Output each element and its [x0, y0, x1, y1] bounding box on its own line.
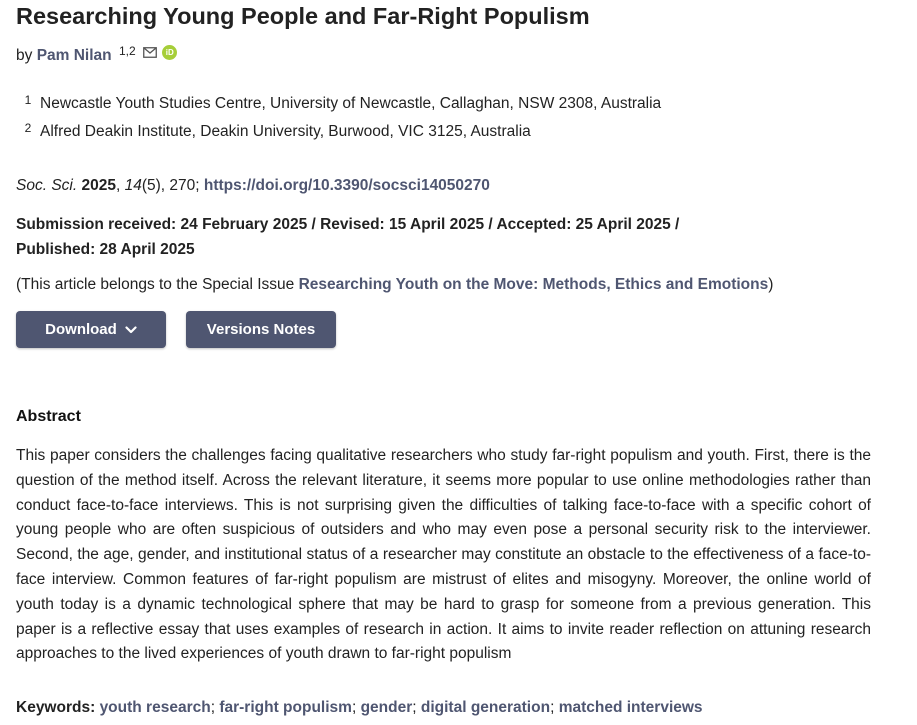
keyword-separator: ; — [550, 699, 559, 716]
affiliation-text: Alfred Deakin Institute, Deakin University, Burwood, VIC 3125, Australia — [40, 123, 531, 140]
envelope-icon[interactable] — [143, 45, 157, 63]
byline — [16, 44, 177, 65]
by-label: by — [16, 47, 33, 64]
citation: Soc. Sci. 2025, 14(5), 270; https://doi.org/10.3390/socsci14050270 — [16, 177, 490, 194]
doi-link[interactable]: https://doi.org/10.3390/socsci14050270 — [203, 177, 490, 194]
versions-notes-label: Versions Notes — [206, 321, 316, 338]
keywords — [16, 699, 703, 717]
download-button[interactable] — [16, 311, 166, 348]
special-issue-link[interactable]: Researching Youth on the Move: Methods, Ethics and Emotions — [298, 276, 769, 293]
keyword-separator: ; — [351, 699, 361, 716]
keyword-separator: ; — [412, 699, 421, 716]
keyword-separator: ; — [210, 699, 220, 716]
keywords-label: Keywords: — [16, 699, 96, 716]
keyword-link[interactable]: far-right populism — [219, 699, 352, 716]
citation-year: 2025 — [81, 177, 116, 194]
keyword-link[interactable]: matched interviews — [558, 699, 703, 716]
author-link[interactable]: Pam Nilan — [36, 47, 112, 64]
dates-line-2: Published: 28 April 2025 — [16, 241, 195, 258]
publication-dates — [16, 212, 679, 262]
keyword-link[interactable]: digital generation — [420, 699, 551, 716]
keyword-link[interactable]: youth research — [99, 699, 211, 716]
special-issue-suffix: ) — [768, 276, 774, 293]
dates-line-1: Submission received: 24 February 2025 / Revised: 15 April 2025 / Accepted: 25 April 2025 / — [16, 216, 680, 233]
download-label: Download — [45, 321, 117, 338]
affiliation-number: 1 — [24, 93, 32, 107]
article-title: Researching Young People and Far-Right Populism — [16, 3, 590, 29]
affiliation-text: Newcastle Youth Studies Centre, University of Newcastle, Callaghan, NSW 2308, Australia — [40, 95, 662, 112]
versions-notes-button[interactable] — [186, 311, 336, 348]
citation-issue-pages: (5), 270; — [141, 177, 204, 194]
affiliation-1 — [16, 93, 661, 113]
special-issue-prefix: (This article belongs to the Special Issue — [16, 276, 299, 293]
chevron-down-icon — [125, 321, 137, 338]
special-issue-note — [16, 276, 773, 294]
abstract-heading: Abstract — [16, 408, 81, 425]
keyword-link[interactable]: gender — [360, 699, 413, 716]
affiliation-number: 2 — [24, 121, 32, 135]
orcid-icon[interactable]: iD — [162, 45, 177, 60]
journal-name: Soc. Sci. — [16, 177, 78, 194]
citation-volume: 14 — [124, 177, 142, 194]
abstract-text: This paper considers the challenges facing qualitative researchers who study far-right populism and youth. First, there is the question of the method itself. Across the relevant literature, it seems more popular to use online methodologies rather than conduct face-to-face interviews. This is not surprising given the difficulties of talking face-to-face with a specific cohort of young people who are often suspicious of outsiders and who may even pose a personal security risk to the interviewer. Second, the age, gender, and institutional status of a researcher may constitute an obstacle to the effectiveness of a face-to-face interview. Common features of far-right populism are mistrust of elites and misogyny. Moreover, the online world of youth today is a dynamic technological sphere that may be hard to grasp for someone from a previous generation. This paper is a reflective essay that uses examples of research in action. It aims to invite reader reflection on attuning research approaches to the lived experiences of youth drawn to far-right populism — [16, 447, 871, 663]
author-affiliation-sup: 1,2 — [118, 44, 136, 58]
affiliation-2 — [16, 121, 531, 141]
